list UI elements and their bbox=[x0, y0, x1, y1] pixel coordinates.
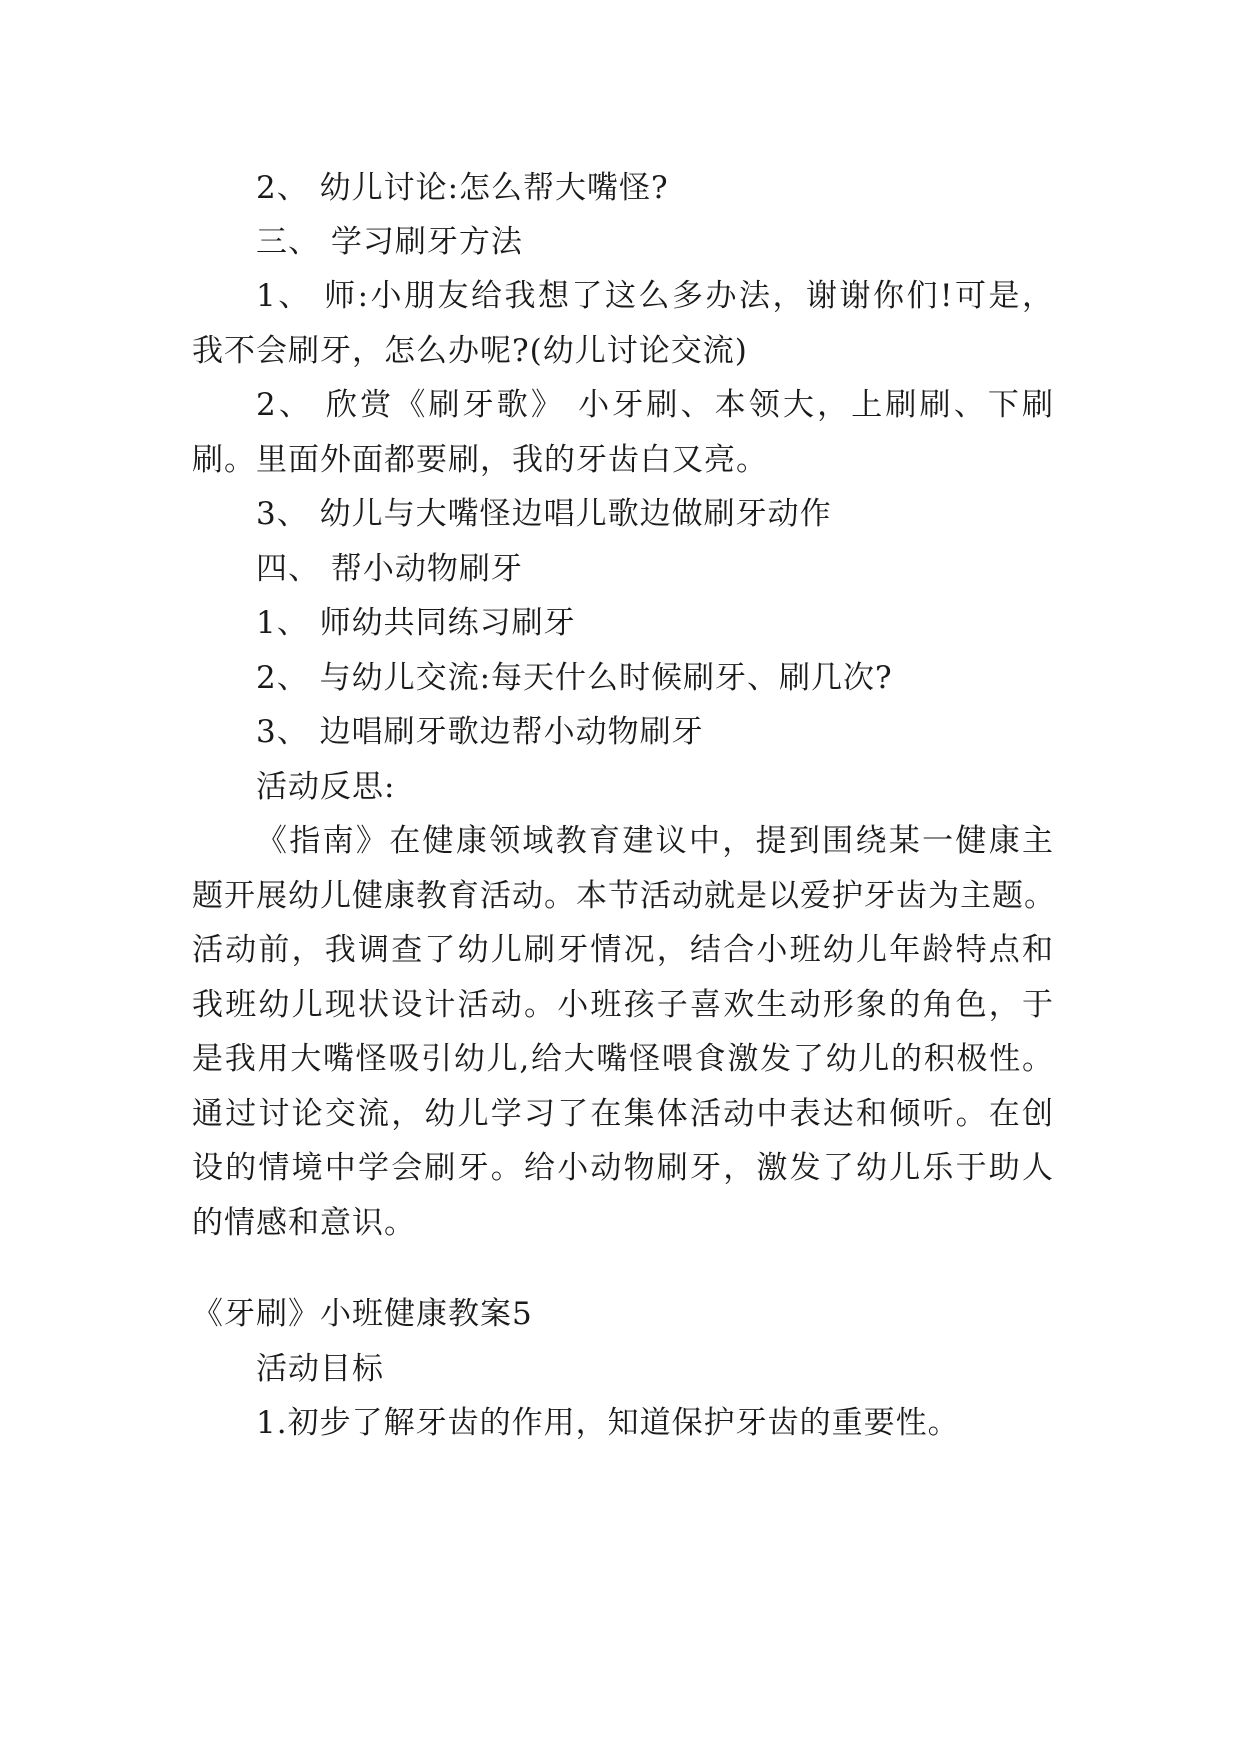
reflection-line-8: 的情感和意识。 bbox=[192, 1205, 416, 1241]
lesson-5-title: 《牙刷》小班健康教案5 bbox=[192, 1296, 533, 1332]
brushing-item-1-line-2: 我不会刷牙，怎么办呢?(幼儿讨论交流) bbox=[192, 333, 748, 369]
brushing-item-2-line-2: 刷。里面外面都要刷，我的牙齿白又亮。 bbox=[192, 442, 768, 478]
brushing-item-1-line-1: 1、 师:小朋友给我想了这么多办法，谢谢你们!可是， bbox=[256, 278, 1054, 314]
brushing-item-2-line-1: 2、 欣赏《刷牙歌》 小牙刷、本领大，上刷刷、下刷 bbox=[256, 387, 1054, 423]
objective-1: 1.初步了解牙齿的作用，知道保护牙齿的重要性。 bbox=[256, 1405, 960, 1441]
brushing-item-3: 3、 幼儿与大嘴怪边唱儿歌边做刷牙动作 bbox=[256, 496, 832, 532]
reflection-line-5: 是我用大嘴怪吸引幼儿,给大嘴怪喂食激发了幼儿的积极性。 bbox=[192, 1041, 1054, 1077]
reflection-line-4: 我班幼儿现状设计活动。小班孩子喜欢生动形象的角色，于 bbox=[192, 987, 1054, 1023]
animal-item-3: 3、 边唱刷牙歌边帮小动物刷牙 bbox=[256, 714, 704, 750]
discussion-item-2: 2、 幼儿讨论:怎么帮大嘴怪? bbox=[256, 170, 669, 206]
reflection-line-3: 活动前，我调查了幼儿刷牙情况，结合小班幼儿年龄特点和 bbox=[192, 932, 1054, 968]
section-three-heading: 三、 学习刷牙方法 bbox=[256, 224, 523, 260]
animal-item-1: 1、 师幼共同练习刷牙 bbox=[256, 605, 576, 641]
objectives-heading: 活动目标 bbox=[256, 1351, 384, 1387]
reflection-heading: 活动反思: bbox=[256, 769, 396, 805]
reflection-line-2: 题开展幼儿健康教育活动。本节活动就是以爱护牙齿为主题。 bbox=[192, 878, 1056, 914]
section-four-heading: 四、 帮小动物刷牙 bbox=[256, 551, 523, 587]
reflection-line-1: 《指南》在健康领域教育建议中，提到围绕某一健康主 bbox=[256, 823, 1054, 859]
reflection-line-7: 设的情境中学会刷牙。给小动物刷牙，激发了幼儿乐于助人 bbox=[192, 1150, 1054, 1186]
animal-item-2: 2、 与幼儿交流:每天什么时候刷牙、刷几次? bbox=[256, 660, 893, 696]
reflection-line-6: 通过讨论交流，幼儿学习了在集体活动中表达和倾听。在创 bbox=[192, 1096, 1054, 1132]
